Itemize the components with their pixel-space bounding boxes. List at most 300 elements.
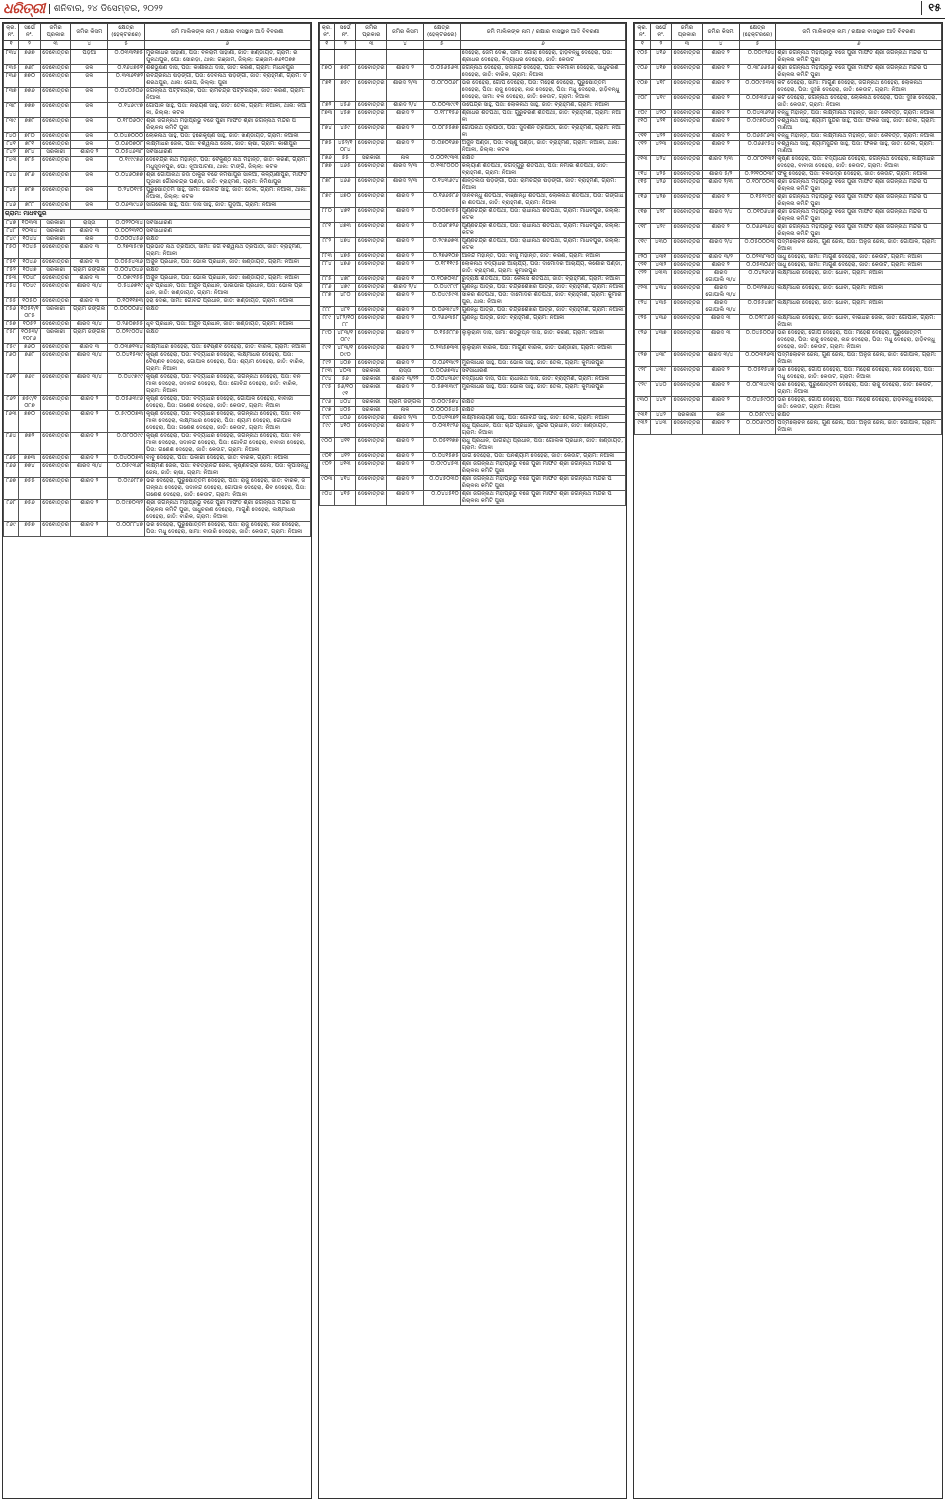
survey-number: ୭୭୨	[19, 433, 40, 455]
area-hectare: ୦.୦୫୧୨୭୭	[423, 438, 460, 453]
land-type: ଦେବୋତ୍ତର	[672, 270, 703, 285]
owner-details: କିଟି ଦେହେରା, ସାମା: ମାଗୁଣି ଦେହେରା, ଜଗନ୍ନାଥ ଦେହେରା, ଲୋକନାଥ ଦେହେରା, ପିତା: ଦୁଃଖି ଦେହେରା, ଜାତି: କେଉଟ, ଗ୍ରାମ: ନିଆଳୀ	[776, 80, 942, 95]
land-class: ଜଳ	[71, 88, 108, 103]
land-type: ଦେବୋତ୍ତର	[672, 367, 703, 382]
owner-details: ଦେବେନ୍ଦ୍ର ନାଥ ମହାନ୍ତି, ପିତା: ବୈକୁଣ୍ଠ ନାଥ ମହାନ୍ତି, ଜାତି: କରଣ, ଗ୍ରାମ: ମଧୁସୂଦନପୁର, ପୋ: ନୂଆପାଟଣା, ଥାନା: ଟାଙ୍ଗି, ଜିଲ୍ଲା: କଟକ	[145, 157, 311, 172]
table-row	[4, 283, 311, 298]
survey-number: ୭୮୧	[19, 141, 40, 149]
area-hectare: ୦.୦୩୨୭୬୪	[739, 285, 776, 300]
land-class: ଶାରଦ ୨	[387, 238, 424, 253]
land-type: ଦେବୋତ୍ତର	[40, 411, 71, 433]
land-class: ଶାରଦ ୨	[71, 149, 108, 157]
land-type: ଦେବୋତ୍ତର	[356, 80, 387, 102]
survey-number: ୪୧୮	[650, 80, 671, 95]
land-class: ଶାରଦ ୨	[387, 438, 424, 453]
area-hectare: ୦.୧୦୧୧୭୩	[108, 298, 145, 306]
column-index: ୬	[460, 41, 626, 50]
land-class: ଶାରଦ ୨	[702, 118, 739, 133]
land-type: ଦେବୋତ୍ତର	[40, 103, 71, 118]
land-type: ଦେବୋତ୍ତର	[672, 209, 703, 224]
survey-number: ୪୫୨/୧୦୮୪	[335, 140, 356, 155]
area-hectare: ୦.୨୯୭୬୭୩	[423, 238, 460, 253]
land-type: ଦେବୋତ୍ତର	[40, 118, 71, 133]
area-hectare: ୦.୦୬୫୮୬୩	[739, 133, 776, 141]
area-hectare: ୦.୦୦୩୧୬୩	[739, 352, 776, 367]
survey-number: ୭୮୦	[19, 133, 40, 141]
land-class: ଶାରଦ ୨	[387, 453, 424, 461]
land-type: ଦେବୋତ୍ତର	[356, 65, 387, 80]
area-hectare: ୦.୨୪୦୧୯୫	[108, 187, 145, 202]
survey-number: ୪୨୫	[650, 171, 671, 179]
serial-number: ୮୭୮	[319, 178, 334, 193]
table-row	[4, 187, 311, 202]
land-class: ଜଳ	[71, 133, 108, 141]
area-hectare: ୦.୨୭୩୫୯୭	[108, 244, 145, 259]
table-row	[319, 140, 626, 155]
area-hectare: ୦.୦୫୫୪୭୮	[739, 300, 776, 315]
land-class: ପଡ଼ିଆ	[71, 50, 108, 65]
land-class: ଶାରଦ ୨	[702, 262, 739, 270]
land-class: ଶାରଦ ୨	[702, 141, 739, 156]
land-class: ଶାରଦ ୨	[387, 110, 424, 125]
land-type: ଦେବୋତ୍ତର	[356, 125, 387, 140]
table-row	[635, 262, 942, 270]
serial-number: ୮୬୯	[4, 522, 19, 537]
land-class: ଶାରଦ ୨	[71, 522, 108, 537]
table-row	[4, 344, 311, 352]
survey-number: ୭୫୮	[335, 65, 356, 80]
survey-number: ୧୦୫୩/୧୦୮୬	[19, 329, 40, 344]
survey-number: ୭୫୯	[335, 80, 356, 102]
owner-details: ମୁରଲୀଧର ସାହୁ, ପିତା: ଭୋଲି ସାହୁ, ଜାତି: ତେଲି, ଗ୍ରାମ: କୁମାରପୁର	[460, 360, 626, 368]
table-row	[319, 125, 626, 140]
owner-details: ଅର୍ଜୁନ ପଣ୍ଡା, ପିତା: ବିଷ୍ଣୁ ପଣ୍ଡା, ଜାତି: ବ୍ରାହ୍ମଣ, ଗ୍ରାମ: ନିଆଳୀ, ଥାନା: ନିଆଳୀ, ଜିଲ୍ଲା: କଟକ	[460, 140, 626, 155]
land-class: ଶାରଦ ୨/୩	[702, 179, 739, 194]
land-class: ଶାରଦ ୨	[702, 367, 739, 382]
owner-details: କିଟି ଦେହେରା, ଜଗନ୍ନାଥ ଦେହେରା, ଲୋକନାଥ ଦେହେରା, ପିତା: ଦୁଃଖି ଦେହେରା, ଜାତି: କେଉଟ, ଗ୍ରାମ: ନିଆଳୀ	[776, 95, 942, 110]
serial-number: ୮୫୭	[4, 321, 19, 329]
area-hectare: ୦.୦୪୯୫୯୩	[423, 292, 460, 307]
land-class: ଶାରଦ ୨	[387, 384, 424, 399]
owner-details: ଭରି ଦେହେରା, ଗୋପି ଦେହେରା, ପିତା: ମହେଶ ଦେହେରା, ପୁରୁଷୋତ୍ତମ ଦେହେରା, ପିତା: ରାଜୁ ଦେହେରା, ନାଜ ଦେହେରା, ପିତା: ମଧୁ ଦେହେରା, ହାଡ଼ିବନ୍ଧୁ ଦେହେରା, ଜାତି: କେଉଟ, ଗ୍ରାମ: ନିଆଳୀ	[776, 330, 942, 352]
land-type: ଦେବୋତ୍ତର	[673, 262, 701, 268]
land-type: ସରକାରୀ	[40, 267, 71, 275]
land-type: ଦେବୋତ୍ତର	[40, 244, 71, 259]
land-class: ଶାରଦ ୨	[387, 423, 424, 438]
land-class: ଶାରଦ ୨	[71, 455, 108, 463]
land-type: ଦେବୋତ୍ତର	[42, 321, 69, 327]
owner-details: ରକ୍ଷିତ	[460, 399, 626, 407]
survey-number: ୭୬୭	[19, 50, 40, 65]
area-hectare: ୦.୦୦୯୨୬୪	[739, 50, 776, 65]
land-type: ସରକାରୀ	[356, 155, 387, 163]
serial-number: ୮୭୭	[319, 163, 334, 178]
serial-number: ୯୧୨	[635, 141, 650, 156]
column-index: ୫	[108, 41, 145, 50]
column-index: ୪	[702, 41, 739, 50]
table-row	[4, 141, 311, 149]
area-hectare: ୦.୦୦୬୭୩୪	[423, 368, 460, 376]
serial-number: ୮୭୯	[319, 193, 334, 208]
survey-number: ୪୦୭	[335, 360, 356, 368]
land-type: ଦେବୋତ୍ତର	[40, 88, 71, 103]
table-row	[4, 118, 311, 133]
owner-details: କୃଷ୍ଣ ଦେହେରା, ପିତା: ବିଦ୍ୟାଧର ଦେହେରା, ଜଗନ୍ନାଥ ଦେହେରା, ପିତା: ବନମାଳୀ ଦେହେରା, ଲକ୍ଷ୍ମୀଧର ଦେହେରା, ପିତା: ଶ୍ୟାମ ଦେହେରା, ଗୋପାଳ ଦେହେରା, ପିତା: ଗଣେଶ ଦେହେରା, ଜାତି: କେଉଟ, ଗ୍ରାମ: ନିଆଳୀ	[145, 411, 311, 433]
serial-number: ୮୮୫	[319, 276, 334, 284]
land-type: ଦେବୋତ୍ତର	[357, 253, 385, 259]
survey-number: ୪୬୫	[335, 163, 356, 178]
land-type: ଦେବୋତ୍ତର	[40, 433, 71, 455]
area-hectare: ୦.୦୦୦୫୪୫	[423, 407, 460, 415]
table-row	[4, 374, 311, 396]
serial-number: ୮୯୩	[319, 368, 334, 376]
serial-number: ୯୨୧	[635, 262, 650, 270]
column-header: କ୍ଷେତ୍ର (ହେକ୍ଟରରେ)	[739, 24, 776, 41]
land-type: ଦେବୋତ୍ତର	[672, 300, 703, 315]
land-class: ରାସ୍ତା	[71, 220, 108, 228]
owner-details: କଲ୍ୟାଣ ଶତପଥୀ, ଜଗଦ୍ଗୁରୁ ଶତପଥୀ, ପିତା: ନିମାଇ ଶତପଥୀ, ଜାତି: ବ୍ରାହ୍ମଣ, ଗ୍ରାମ: ନିଆଳୀ	[460, 163, 626, 178]
serial-number: ୮୮୨	[319, 238, 334, 253]
land-type: ଦେବୋତ୍ତର	[40, 478, 71, 500]
owner-details: ଭରି ଦେହେରା, ଗୋପି ଦେହେରା, ପିତା: ମହେଶ ଦେହେରା, ହାଡ଼ିବନ୍ଧୁ ଦେହେରା, ଜାତି: କେଉଟ, ଗ୍ରାମ: ନିଆଳୀ	[776, 397, 942, 412]
serial-number: ୮୮୭	[319, 292, 334, 307]
owner-details: ଭରି ଦେହେରା, ଗୋପି ଦେହେରା, ପିତା: ମହେଶ ଦେହେରା, ନାଜ ଦେହେରା, ପିତା: ମଧୁ ଦେହେରା, ଜାତି: କେଉଟ, ଗ୍ରାମ: ନିଆଳୀ	[776, 367, 942, 382]
table-row	[635, 330, 942, 352]
area-hectare: ୦.୧୦୮୦୦୩	[739, 179, 776, 194]
land-class: ଜଳ	[71, 65, 108, 73]
table-row	[4, 65, 311, 73]
area-hectare: ୦.୦୪୩୬୨୬	[739, 110, 776, 118]
survey-number: ୪୨୧	[650, 118, 671, 133]
serial-number: ୮୪୯	[4, 236, 19, 244]
survey-number: ୪୩୦	[650, 239, 671, 254]
land-class: ଶାରଦ ୨	[387, 307, 424, 315]
owner-details: କୃଷ୍ଣ ଦେହେରା, ପିତା: ବିଦ୍ୟାଧର ଦେହେରା, ଜଗନ୍ନାଥ ଦେହେରା, ଲକ୍ଷ୍ମୀଧର ଦେହେରା, ବାବାଜୀ ଦେହେରା, ଜାତି: କେଉଟ, ଗ୍ରାମ: ନିଆଳୀ	[776, 156, 942, 171]
serial-number: ୮୯୭	[319, 407, 334, 415]
area-hectare: ୦.୦୪୯୮୯୮	[423, 284, 460, 292]
owner-details: ପଦ୍ମଲୋଚନ ଜେନା, ଗୁଣ ଜେନା, ପିତା: ଅନୁଜ ଜେନା, ଜାତି: ଗୋପାଳ, ଗ୍ରାମ: ନିଆଳୀ	[776, 420, 942, 435]
table-row	[319, 223, 626, 238]
survey-number: ୪୮୦	[335, 292, 356, 307]
owner-details: ଭରି ଦେହେରା, ପୁରୁଷୋତ୍ତମ ଦେହେରା, ପିତା: ରାଜୁ ଦେହେରା, ଜାତି: କେଉଟ, ଗ୍ରାମ: ନିଆଳୀ	[776, 382, 942, 397]
area-hectare: ୦.୦୨୮୮୬୫	[739, 315, 776, 330]
land-type: ଦେବୋତ୍ତର	[356, 208, 387, 223]
land-class: ଶାରଦ ୨	[387, 193, 424, 208]
table-row	[319, 80, 626, 102]
serial-number: ୮୪୪	[4, 172, 19, 187]
serial-number: ୮୫୬	[4, 306, 19, 321]
serial-number: ୮୫୮	[4, 329, 19, 344]
owner-details: ଅର୍ଜୁନ ପ୍ରଧାନ, ପିତା: ଭୋଲି ପ୍ରଧାନ, ଜାତି: ଖଣ୍ଡାୟତ, ଗ୍ରାମ: ନିଆଳୀ	[145, 259, 311, 267]
owner-details: ଶ୍ରୀ ଜଗନ୍ନାଥ ମହାପ୍ରଭୁ ବିଜେ ପୁରୀ ମାର୍ଫତ ଶ୍ରୀ ଜଗନ୍ନାଥ ମନ୍ଦିର ପରିଚାଳନା କମିଟି ପୁରୀ	[460, 461, 626, 476]
table-row	[4, 433, 311, 455]
area-hectare: ୦.୦୬୩୯୪୨	[423, 307, 460, 315]
serial-number: ୮୮୩	[319, 253, 334, 261]
area-hectare: ୦.୦୬୬୯୫୪	[739, 141, 776, 156]
column-index: ୨	[335, 41, 356, 50]
survey-number: ୪୧୨	[335, 453, 356, 461]
survey-number: ୪୫୭	[335, 110, 356, 125]
survey-number: ୪୩୩	[650, 270, 671, 285]
owner-details: ଶାନ୍ତିଲତା ଷଡ଼ଙ୍ଗୀ, ପିତା: ରାମଚନ୍ଦ୍ର ଷଡ଼ଙ୍ଗୀ, ଜାତି: ବ୍ରାହ୍ମଣ, ଗ୍ରାମ: ନିଆଳୀ	[460, 178, 626, 193]
table-row	[635, 397, 942, 412]
land-class: ଶାରଦ ୩	[71, 275, 108, 283]
survey-number: ୭୭୮	[19, 118, 40, 133]
owner-details: ଲକ୍ଷ୍ମୀନାରାୟଣ ସାହୁ, ପିତା: ଗୋବିନ୍ଦ ସାହୁ, ଜାତି: ତେଲି, ଗ୍ରାମ: ନିଆଳୀ	[460, 415, 626, 423]
owner-details: ଶ୍ରୀ ଜଗନ୍ନାଥ ମହାପ୍ରଭୁ ବିଜେ ପୁରୀ ମାର୍ଫତ ଶ୍ରୀ ଜଗନ୍ନାଥ ମନ୍ଦିର ପରିଚାଳନା କମିଟି ପୁରୀ	[776, 65, 942, 80]
serial-number: ୯୦୫	[635, 50, 650, 65]
column-header: କ୍ର. ନଂ.	[319, 24, 334, 41]
owner-details: ଶ୍ରୀ ଜଗନ୍ନାଥ ମହାପ୍ରଭୁ ବିଜେ ପୁରୀ ମାର୍ଫତ ଶ୍ରୀ ଜଗନ୍ନାଥ ମନ୍ଦିର ପରିଚାଳନା କମିଟି ପୁରୀ	[776, 194, 942, 209]
land-class: ଶାରଦ ୨	[702, 65, 739, 80]
land-class: ନାଳ	[387, 155, 424, 163]
owner-details: ଶଶିଭୂଷଣ ଦାସ, ପିତା: କାଶୀନାଥ ଦାସ, ଜାତି: କରଣ, ଗ୍ରାମ: ମାଧବପୁର	[145, 65, 311, 73]
survey-number: ୪୦୬	[335, 415, 356, 423]
table-row	[4, 522, 311, 537]
land-class: ଶାରଦ ୩/୪	[71, 352, 108, 374]
survey-number: ୪୨୦	[650, 110, 671, 118]
survey-number: ୪୧୦	[335, 423, 356, 438]
area-hectare: ୦.୧୪୩୬୯୪	[423, 178, 460, 193]
table-row	[4, 329, 311, 344]
survey-number: ୪୫୯	[335, 125, 356, 140]
land-class: ଶାରଦ ୨/୩	[702, 156, 739, 171]
table-row	[4, 220, 311, 228]
area-hectare: ୦.୧୮୧୧୯୫	[423, 261, 460, 276]
land-type: ଦେବୋତ୍ତର	[40, 500, 71, 522]
table-row	[319, 453, 626, 461]
table-row	[4, 298, 311, 306]
area-hectare: ୦.୦୦୭୯୫୫	[423, 208, 460, 223]
table-row	[4, 172, 311, 187]
table-row	[4, 411, 311, 433]
owner-details: ଲକ୍ଷ୍ମୀଧର ଦେହେରା, ଜାତି: ଧୋବା, ବାଇଧର ଜେନା, ଜାତି: ଗୋପାଳ, ଗ୍ରାମ: ନିଆଳୀ	[776, 315, 942, 330]
owner-details: ସାକର ଶତପଥୀ, ପିତା: ଦାମୋଦର ଶତପଥୀ, ଜାତି: ବ୍ରାହ୍ମଣ, ଗ୍ରାମ: କୁମାରପୁର, ଥାନା: ନିଆଳୀ	[460, 292, 626, 307]
land-type: ଦେବୋତ୍ତର	[357, 453, 385, 459]
column-header: ଜମିର ପ୍ରକାର	[672, 24, 703, 41]
serial-number: ୯୦୬	[635, 65, 650, 80]
serial-number: ୯୨୨	[635, 270, 650, 285]
land-type: ଦେବୋତ୍ତର	[356, 163, 387, 178]
table-row	[635, 300, 942, 315]
area-hectare: ୦.୦୯୬୮୮୭	[108, 478, 145, 500]
land-class: ଶାରଦ ୨	[387, 65, 424, 80]
owner-details: ଗୁଣନିଧି ପାତ୍ର, ପିତା: ଚନ୍ଦ୍ରଶେଖର ପାତ୍ର, ଜାତି: ବ୍ରାହ୍ମଣ, ଗ୍ରାମ: ନିଆଳୀ	[460, 284, 626, 292]
land-class: ଶାରଦ ୨	[702, 95, 739, 110]
land-class: ଶାରଦ ୨/୪	[702, 209, 739, 224]
survey-number	[335, 50, 356, 65]
land-type: ଦେବୋତ୍ତର	[672, 65, 703, 80]
column-header: ଜମିର କିସମ	[702, 24, 739, 41]
area-hectare: ୦.୦୪୫୯୦୦	[739, 397, 776, 412]
survey-number: ୪୦୩	[335, 368, 356, 376]
table-row	[319, 50, 626, 65]
table-row	[319, 315, 626, 330]
survey-number: ୪୮୩/୧୦୮୯	[335, 330, 356, 345]
land-type: ସରକାରୀ	[356, 384, 387, 399]
table-row	[4, 202, 311, 210]
land-type: ଦେବୋତ୍ତର	[672, 179, 703, 194]
owner-details: ଶ୍ରୀ ଜଗନ୍ନାଥ ମହାପ୍ରଭୁ ବିଜେ ପୁରୀ ମାର୍ଫତ ଶ୍ରୀ ଜଗନ୍ନାଥ ମନ୍ଦିର ପରିଚାଳନା କମିଟି ପୁରୀ, ସାଧୁଚରଣ ଦେହେରା, ମାଗୁଣି ଦେହେରା, ଲକ୍ଷ୍ମୀଧର ଦେହେରା, ଜାତି: ବାରିକ, ଗ୍ରାମ: ନିଆଳୀ	[145, 500, 311, 522]
owner-details: କୃଷ୍ଣ ଦେହେରା, ପିତା: ବିଦ୍ୟାଧର ଦେହେରା, ଜଗନ୍ନାଥ ଦେହେରା, ପିତା: ବନମାଳୀ ଦେହେରା, ସଦାନନ୍ଦ ଦେହେରା, ପିତା: ଗୋବିନ୍ଦ ଦେହେରା, ଜାତି: ବାରିକ, ଗ୍ରାମ: ନିଆଳୀ	[145, 374, 311, 396]
area-hectare: ୦.୦୨୨୦୩୪	[108, 220, 145, 228]
land-class: ଶାରଦ ଗୋପାଲି ୩/୪	[702, 285, 739, 300]
owner-details: ଭରି ଦେହେରା, ଗୋପି ଦେହେରା, ପିତା: ମହେଶ ଦେହେରା, ପୁରୁଷୋତ୍ତମ ଦେହେରା, ପିତା: ରାଜୁ ଦେହେରା, ନାଜ ଦେହେରା, ପିତା: ମଧୁ ଦେହେରା, ହାଡ଼ିବନ୍ଧୁ ଦେହେରା, ସାମା: ବଳ ଦେହେରା, ଜାତି: କେଉଟ, ଗ୍ରାମ: ନିଆଳୀ	[460, 80, 626, 102]
area-hectare: ୦.୦୫୯୩୬୮	[108, 463, 145, 478]
survey-number: ୪୨୯	[650, 224, 671, 239]
survey-number: ୪୩୯	[650, 367, 671, 382]
owner-details: ବନ୍ଧୁ ମହାନ୍ତି, ପିତା: ଲକ୍ଷ୍ମୀନାଥ ମହାନ୍ତି, ଜାତି: କୈବର୍ତ୍ତ, ଗ୍ରାମ: ନିଆଳୀ	[776, 110, 942, 118]
serial-number: ୮୮୯	[319, 315, 334, 330]
table-row	[635, 171, 942, 179]
land-type: ସରକାରୀ	[356, 368, 387, 376]
serial-number: ୮୮୬	[319, 284, 334, 292]
land-type: ଦେବୋତ୍ତର	[40, 374, 71, 396]
table-row	[4, 236, 311, 244]
land-type: ଦେବୋତ୍ତର	[357, 307, 385, 313]
area-hectare: ୦.୧୮୦୬୦୯	[108, 118, 145, 133]
land-type: ସରକାରୀ	[40, 228, 71, 236]
area-hectare: ୦.୩୮୬୬୫୬	[739, 65, 776, 80]
area-hectare: ୦.୦୪୧୫୭୫	[423, 453, 460, 461]
land-class: ଜଳ	[71, 187, 108, 202]
owner-details: ପୂର୍ଣ୍ଣଚନ୍ଦ୍ର ଶତପଥୀ, ପିତା: ରାଧାନାଥ ଶତପଥୀ, ଗ୍ରାମ: ମାଧବପୁର, ଜିଲ୍ଲା: କଟକ	[460, 208, 626, 223]
serial-number: ୯୨୮	[635, 367, 650, 382]
owner-details: ଶ୍ରୀ ଜଗନ୍ନାଥ ମହାପ୍ରଭୁ ବିଜେ ପୁରୀ ମାର୍ଫତ ଶ୍ରୀ ଜଗନ୍ନାଥ ମନ୍ଦିର ପରିଚାଳନା କମିଟି ପୁରୀ	[145, 118, 311, 133]
column-index: ୫	[423, 41, 460, 50]
table-row	[635, 194, 942, 209]
land-type: ଦେବୋତ୍ତର	[42, 202, 69, 208]
owner-details: ଭାଗି ଦେହେରା, ପିତା: ଘନଶ୍ୟାମ ଦେହେରା, ଜାତି: କେଉଟ, ଗ୍ରାମ: ନିଆଳୀ	[460, 453, 626, 461]
area-hectare: ୦.୫୭୩୩୯୮	[423, 384, 460, 399]
serial-number: ୮୬୩	[4, 411, 19, 433]
area-hectare: ୦.୦୦୦୦୬୪	[108, 306, 145, 321]
area-hectare: ୦.୧୦୭୦୩୮	[423, 276, 460, 284]
serial-number: ୯୦୧	[319, 453, 334, 461]
owner-details: ଜଗନ୍ନାଥ ପଟ୍ଟନାୟକ, ପିତା: ରାମଚନ୍ଦ୍ର ପଟ୍ଟନାୟକ, ଜାତି: କରଣ, ଗ୍ରାମ: ନିଆଳୀ	[145, 88, 311, 103]
area-hectare: ୦.୦୫୪୬୩୮	[108, 149, 145, 157]
survey-number: ୧୦୪୮	[19, 275, 40, 283]
table-row	[4, 88, 311, 103]
serial-number: ୮୩୬	[4, 73, 19, 88]
serial-number: ୮୩୯	[4, 118, 19, 133]
land-type: ଦେବୋତ୍ତର	[40, 157, 71, 172]
serial-number: ୮୮୦	[319, 208, 334, 223]
owner-details: ଶ୍ରୀଧର ଶତପଥୀ, ପିତା: ଗୁରୁଚରଣ ଶତପଥୀ, ଜାତି: ବ୍ରାହ୍ମଣ, ଗ୍ରାମ: ନିଆଳୀ	[460, 110, 626, 125]
column-index: ୧	[4, 41, 19, 50]
village-heading-row	[4, 210, 311, 220]
owner-details: ପୂର୍ଣ୍ଣଚନ୍ଦ୍ର ଶତପଥୀ, ପିତା: ରାଧାନାଥ ଶତପଥୀ, ଗ୍ରାମ: ମାଧବପୁର, ଜିଲ୍ଲା: କଟକ	[460, 238, 626, 253]
land-type: ଦେବୋତ୍ତର	[356, 178, 387, 193]
area-hectare: ୦.୦୪୨୬୯୬	[739, 270, 776, 285]
survey-number: ୫୬	[335, 376, 356, 384]
area-hectare: ୦.୦୮୦୦୯୯	[108, 433, 145, 455]
table-row	[319, 261, 626, 276]
owner-details: ଲକ୍ଷ୍ମୀଧର ଦେହେରା, ଜାତି: ଧୋବା, ଗ୍ରାମ: ନିଆଳୀ	[776, 285, 942, 300]
owner-details: ବିଦ୍ୟାଧର ଦାସ, ପିତା: ରାଧାନାଥ ଦାସ, ଜାତି: ବ୍ରାହ୍ମଣ, ଗ୍ରାମ: ନିଆଳୀ	[460, 376, 626, 384]
survey-number: ୪୦୪	[335, 399, 356, 407]
survey-number: ୪୩୮	[650, 352, 671, 367]
land-class: ଶାରଦ ୩/୨୨	[387, 376, 424, 384]
owner-details: ରକ୍ଷିତ	[145, 267, 311, 275]
land-type: ସରକାରୀ	[40, 329, 71, 344]
survey-number: ୪୮୧	[335, 307, 356, 315]
land-type: ଦେବୋତ୍ତର	[40, 50, 71, 65]
survey-number: ୭୮୪	[19, 149, 40, 157]
table-row	[635, 110, 942, 118]
survey-number: ୭୮୭	[19, 187, 40, 202]
land-class: ଶାରଦ ୨	[387, 491, 424, 506]
area-hectare: ୦.୦୫୮୯୯୪	[739, 412, 776, 420]
land-class: ଶାରଦ ୨	[387, 223, 424, 238]
table-row	[319, 65, 626, 80]
owner-details: ରକ୍ଷିତ	[145, 306, 311, 321]
serial-number: ୮୫୫	[4, 298, 19, 306]
land-type: ଦେବୋତ୍ତର	[42, 344, 69, 350]
land-class: ଶାରଦ ୨	[702, 50, 739, 65]
land-type: ଦେବୋତ୍ତର	[672, 397, 703, 412]
table-row	[319, 307, 626, 315]
land-class: ଗ୍ରାମ ଜଙ୍ଗଲ	[387, 399, 424, 407]
survey-number: ୪୩୪	[650, 285, 671, 300]
land-type: ଦେବୋତ୍ତର	[42, 259, 69, 265]
area-hectare: ୦.୩୩୬୧୭୨	[108, 73, 145, 88]
land-type: ଦେବୋତ୍ତର	[357, 415, 385, 421]
survey-number: ୭୫୫	[19, 478, 40, 500]
table-row	[635, 156, 942, 171]
land-type: ଦେବୋତ୍ତର	[42, 133, 69, 139]
serial-number: ୮୫୪	[4, 283, 19, 298]
area-hectare: ୦.୧୬୬୫୮୬	[423, 193, 460, 208]
owner-details: ଧୃବ ପ୍ରଧାନ, ପିତା: ଅର୍ଜୁନ ପ୍ରଧାନ, ଭାଇଭାଇ ପ୍ରଧାନ, ପିତା: ଭୋଲି ପ୍ରଧାନ, ଜାତି: ଖଣ୍ଡାୟତ, ଗ୍ରାମ: ନିଆଳୀ	[145, 283, 311, 298]
table-row	[635, 254, 942, 262]
area-hectare: ୦.୦୦୬୯୦୦	[739, 420, 776, 435]
owner-details: ବିଶ୍ୱନାଥ ସାହୁ, ଶ୍ୟାମସୁନ୍ଦର ସାହୁ, ପିତା: ଫକିର ସାହୁ, ଜାତି: ତେଲି, ଗ୍ରାମ: ମାଣିଆ	[776, 141, 942, 156]
serial-number: ୮୬୦	[4, 352, 19, 374]
owner-details: ଗୁଣନିଧି ପାତ୍ର, ଜାତି: ବ୍ରାହ୍ମଣ, ଗ୍ରାମ: ନିଆଳୀ	[460, 315, 626, 330]
table-row	[635, 270, 942, 285]
survey-number: ୪୩୭	[650, 330, 671, 352]
area-hectare: ୦.୨୩୫୭୩୩	[423, 345, 460, 360]
land-class: ଶାରଦ ୩/୪	[71, 463, 108, 478]
serial-number: ୮୪୮	[4, 228, 19, 236]
area-hectare: ୦.୦୫୦୦୦୩	[739, 239, 776, 254]
survey-number: ୭୫୭	[19, 522, 40, 537]
serial-number: ୯୧୪	[635, 171, 650, 179]
area-hectare: ୦.୦୩୩୧୭୫	[108, 50, 145, 65]
survey-number: ୪୨୩	[650, 141, 671, 156]
land-class: ଜଳ	[71, 202, 108, 210]
land-class: ଶାରଦ ୨	[71, 411, 108, 433]
land-type: ଦେବୋତ୍ତର	[42, 455, 69, 461]
land-type: ଦେବୋତ୍ତର	[672, 224, 703, 239]
table-row	[635, 367, 942, 382]
column-header: ଜମି ମାଲିକଙ୍କ ନାମ / ରକ୍ଷାର ବାସସ୍ଥାନ ଆଦି ବିବରଣୀ	[776, 24, 942, 41]
land-type: ଦେବୋତ୍ତର	[356, 423, 387, 438]
area-hectare: ୦.୦୪୭୦୦୦	[108, 133, 145, 141]
serial-number: ୯୨୭	[635, 352, 650, 367]
owner-details: ରକ୍ଷିତ	[145, 236, 311, 244]
owner-details: ସର୍ବସାଧାରଣ	[145, 228, 311, 236]
serial-number: ୮୯୫	[319, 384, 334, 399]
area-hectare: ୦.୦୪୦୫୦୬	[108, 88, 145, 103]
owner-details: ସାଧୁ ଦେହେରା, ସାମା: ମାଗୁଣି ଦେହେରା, ଜାତି: କେଉଟ, ଗ୍ରାମ: ନିଆଳୀ	[776, 262, 942, 270]
table-row	[4, 267, 311, 275]
column-header: ଜମିର କିସମ	[387, 24, 424, 41]
land-class: ଶାରଦ ୨	[71, 433, 108, 455]
land-class: ଜଳ	[71, 157, 108, 172]
owner-details: ପୁରୁଷୋତ୍ତମ ସାହୁ, ସାମା: ଗୋବିନ୍ଦ ସାହୁ, ଜାତି: ତେଲି, ଗ୍ରାମ: ନିଆଳୀ, ଥାନା: ନିଆଳୀ, ଜିଲ୍ଲା: କଟକ	[145, 187, 311, 202]
